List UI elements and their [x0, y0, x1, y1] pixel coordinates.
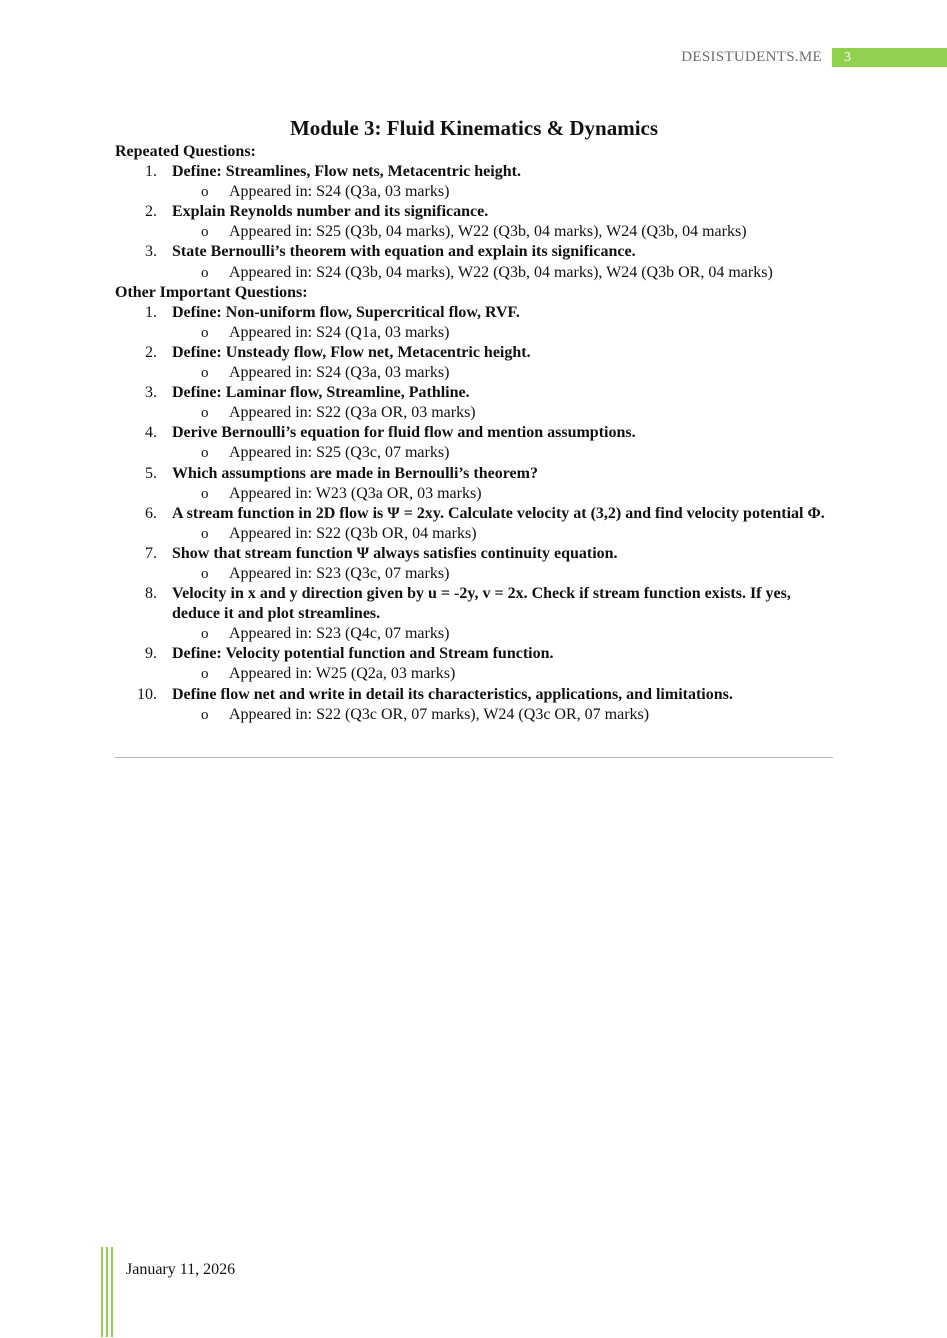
page-number-badge: 3 — [832, 48, 947, 67]
question-text: Show that stream function Ψ always satisfies continuity equation. — [172, 544, 618, 562]
question-text: Define: Non-uniform flow, Supercritical flow, RVF. — [172, 303, 520, 321]
appeared-in-line — [115, 443, 833, 463]
list-item — [115, 644, 833, 664]
appeared-in-text: Appeared in: S22 (Q3b OR, 04 marks) — [229, 524, 477, 542]
repeated-questions-heading: Repeated Questions: — [115, 143, 256, 160]
appeared-in-text: Appeared in: S22 (Q3a OR, 03 marks) — [229, 404, 476, 422]
list-item — [115, 242, 833, 262]
appeared-in-text: Appeared in: W23 (Q3a OR, 03 marks) — [229, 484, 482, 502]
appeared-in-line — [115, 323, 833, 343]
appeared-in-text: Appeared in: S24 (Q1a, 03 marks) — [229, 323, 450, 341]
question-number: 5. — [145, 464, 157, 482]
list-item — [115, 303, 833, 323]
question-number: 1. — [145, 303, 157, 321]
appeared-in-line — [115, 363, 833, 383]
appeared-in-line — [115, 222, 833, 242]
list-item — [115, 202, 833, 222]
question-text: Define flow net and write in detail its characteristics, applications, and limitations. — [172, 685, 733, 703]
circle-bullet-icon: o — [201, 365, 209, 382]
appeared-in-text: Appeared in: S25 (Q3b, 04 marks), W22 (Q3b, 04 marks), W24 (Q3b, 04 marks) — [229, 223, 747, 241]
question-number: 3. — [145, 384, 157, 402]
appeared-in-line — [115, 524, 833, 544]
question-number: 4. — [145, 424, 157, 442]
circle-bullet-icon: o — [201, 485, 209, 502]
appeared-in-line — [115, 564, 833, 584]
footer-accent-bars — [101, 1247, 115, 1337]
circle-bullet-icon: o — [201, 626, 209, 643]
document-body — [115, 114, 833, 725]
question-text: Derive Bernoulli’s equation for fluid flow and mention assumptions. — [172, 424, 636, 442]
question-text: Define: Laminar flow, Streamline, Pathline. — [172, 384, 470, 402]
circle-bullet-icon: o — [201, 224, 209, 241]
circle-bullet-icon: o — [201, 324, 209, 341]
page-header — [681, 48, 947, 67]
appeared-in-text: Appeared in: S24 (Q3a, 03 marks) — [229, 364, 450, 382]
page-title: Module 3: Fluid Kinematics & Dynamics — [289, 116, 659, 140]
question-text: Define: Unsteady flow, Flow net, Metacentric height. — [172, 343, 531, 361]
appeared-in-line — [115, 624, 833, 644]
accent-bar — [106, 1247, 108, 1337]
circle-bullet-icon: o — [201, 525, 209, 542]
list-item — [115, 584, 833, 624]
appeared-in-text: Appeared in: W25 (Q2a, 03 marks) — [229, 665, 456, 683]
site-name: DESISTUDENTS.ME — [681, 49, 822, 65]
question-text: Explain Reynolds number and its significance. — [172, 203, 489, 221]
question-text: State Bernoulli’s theorem with equation and explain its significance. — [172, 243, 636, 261]
list-item — [115, 343, 833, 363]
other-questions-list — [115, 303, 833, 725]
list-item — [115, 464, 833, 484]
circle-bullet-icon: o — [201, 666, 209, 683]
appeared-in-text: Appeared in: S24 (Q3b, 04 marks), W22 (Q3b, 04 marks), W24 (Q3b OR, 04 marks) — [229, 263, 773, 281]
circle-bullet-icon: o — [201, 405, 209, 422]
appeared-in-text: Appeared in: S23 (Q3c, 07 marks) — [229, 564, 450, 582]
list-item — [115, 423, 833, 443]
list-item — [115, 504, 833, 524]
accent-bar — [111, 1247, 113, 1337]
appeared-in-line — [115, 182, 833, 202]
appeared-in-line — [115, 263, 833, 283]
other-questions-heading: Other Important Questions: — [115, 283, 308, 301]
question-number: 8. — [145, 585, 157, 603]
circle-bullet-icon: o — [201, 184, 209, 201]
accent-bar — [101, 1247, 103, 1337]
appeared-in-text: Appeared in: S24 (Q3a, 03 marks) — [229, 183, 450, 201]
circle-bullet-icon: o — [201, 264, 209, 281]
list-item — [115, 383, 833, 403]
question-text: Define: Velocity potential function and Stream function. — [172, 645, 554, 663]
question-text: Define: Streamlines, Flow nets, Metacentric height. — [172, 163, 521, 181]
question-text: Which assumptions are made in Bernoulli’s theorem? — [172, 464, 538, 482]
question-text: Velocity in x and y direction given by u = -2y, v = 2x. Check if stream function exists. If yes, deduce it and plot streamlines. — [172, 585, 791, 623]
question-number: 9. — [145, 645, 157, 663]
question-number: 6. — [145, 504, 157, 522]
question-number: 1. — [145, 163, 157, 181]
question-number: 10. — [137, 685, 157, 703]
appeared-in-line — [115, 403, 833, 423]
appeared-in-line — [115, 664, 833, 684]
horizontal-divider — [115, 757, 833, 758]
question-number: 2. — [145, 203, 157, 221]
appeared-in-line — [115, 705, 833, 725]
question-text: A stream function in 2D flow is Ψ = 2xy. Calculate velocity at (3,2) and find velocity potential Φ. — [172, 504, 825, 522]
question-number: 7. — [145, 544, 157, 562]
list-item — [115, 685, 833, 705]
appeared-in-text: Appeared in: S25 (Q3c, 07 marks) — [229, 444, 450, 462]
question-number: 2. — [145, 343, 157, 361]
circle-bullet-icon: o — [201, 706, 209, 723]
appeared-in-line — [115, 484, 833, 504]
appeared-in-text: Appeared in: S22 (Q3c OR, 07 marks), W24 (Q3c OR, 07 marks) — [229, 705, 650, 723]
footer-date: January 11, 2026 — [126, 1261, 236, 1278]
question-number: 3. — [145, 243, 157, 261]
circle-bullet-icon: o — [201, 445, 209, 462]
appeared-in-text: Appeared in: S23 (Q4c, 07 marks) — [229, 625, 450, 643]
repeated-questions-list — [115, 162, 833, 283]
list-item — [115, 544, 833, 564]
list-item — [115, 162, 833, 182]
circle-bullet-icon: o — [201, 565, 209, 582]
